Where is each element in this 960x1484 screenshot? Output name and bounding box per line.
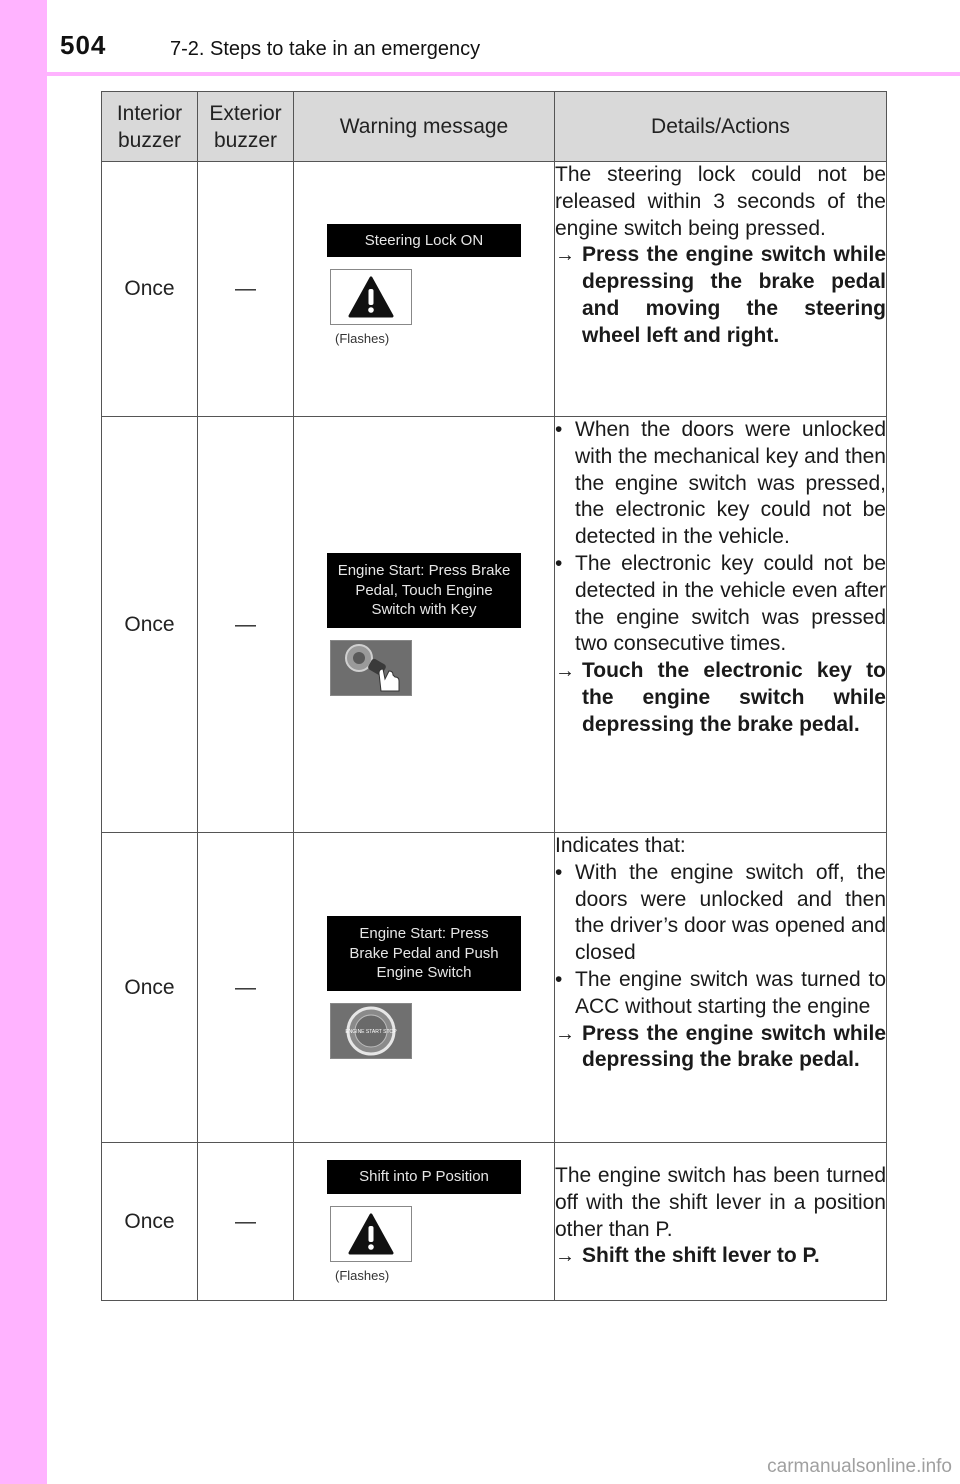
arrow-icon: → <box>555 1022 575 1045</box>
message-display: Engine Start: Press Brake Pedal and Push Engine Switch <box>327 916 521 991</box>
bullet-icon: • <box>555 418 563 441</box>
key-touch-switch-icon <box>330 640 412 696</box>
action-text: → Shift the shift lever to P. <box>555 1243 886 1270</box>
warning-message-cell <box>294 1143 555 1301</box>
header-divider <box>0 72 960 76</box>
table-row <box>102 833 887 1143</box>
table-header-row <box>102 92 887 162</box>
list-item: • When the doors were unlocked with the mechanical key and then the engine switch was pressed, the electronic key could not be detected in the vehicle. <box>555 418 886 549</box>
header-details-actions: Details/Actions <box>555 92 887 162</box>
interior-buzzer-cell: Once <box>102 1143 198 1301</box>
exterior-buzzer-cell: — <box>198 1143 294 1301</box>
table-row <box>102 1143 887 1301</box>
details-cell <box>555 1143 887 1301</box>
table-row <box>102 417 887 833</box>
table-row <box>102 162 887 417</box>
exterior-buzzer-cell: — <box>198 417 294 833</box>
warning-message-cell <box>294 417 555 833</box>
page-number: 504 <box>60 30 107 60</box>
details-cell <box>555 833 887 1143</box>
header-exterior-buzzer: Exterior buzzer <box>198 92 294 162</box>
warning-table <box>101 91 887 1301</box>
exterior-buzzer-cell: — <box>198 833 294 1143</box>
header-interior-buzzer: Interior buzzer <box>102 92 198 162</box>
interior-buzzer-cell: Once <box>102 833 198 1143</box>
engine-start-stop-button-icon <box>330 1003 412 1059</box>
message-display: Steering Lock ON <box>327 224 521 258</box>
list-item: • The engine switch was turned to ACC without starting the engine <box>555 967 886 1018</box>
arrow-icon: → <box>555 244 575 267</box>
action-text: → Press the engine switch while depressing the brake pedal and moving the steering wheel left and right. <box>555 243 886 347</box>
warning-triangle-icon <box>330 1206 412 1262</box>
list-item: • The electronic key could not be detected in the vehicle even after the engine switch was pressed two consecutive times. <box>555 551 886 656</box>
bullet-icon: • <box>555 551 563 575</box>
side-color-strip <box>0 0 47 1484</box>
warning-triangle-icon <box>330 269 412 325</box>
flashes-note: (Flashes) <box>335 331 390 347</box>
list-item: • With the engine switch off, the doors were unlocked and then the driver’s door was opened and closed <box>555 860 886 965</box>
flashes-note: (Flashes) <box>335 1267 390 1283</box>
description-text: The engine switch has been turned off with the shift lever in a position other than P. <box>555 1164 886 1241</box>
message-display: Engine Start: Press Brake Pedal, Touch Engine Switch with Key <box>327 553 521 628</box>
watermark: carmanualsonline.info <box>767 1456 952 1477</box>
intro-text: Indicates that: <box>555 834 686 857</box>
action-text: → Press the engine switch while depressing the brake pedal. <box>555 1021 886 1072</box>
arrow-icon: → <box>555 660 575 683</box>
interior-buzzer-cell: Once <box>102 417 198 833</box>
bullet-icon: • <box>555 967 563 991</box>
interior-buzzer-cell: Once <box>102 162 198 417</box>
arrow-icon: → <box>555 1245 575 1268</box>
exterior-buzzer-cell: — <box>198 162 294 417</box>
engine-button-text: ENGINE START STOP <box>345 1028 397 1035</box>
warning-message-cell <box>294 162 555 417</box>
details-cell <box>555 417 887 833</box>
message-display: Shift into P Position <box>327 1160 521 1194</box>
header-warning-message: Warning message <box>294 92 555 162</box>
warning-message-cell <box>294 833 555 1143</box>
details-cell <box>555 162 887 417</box>
bullet-icon: • <box>555 860 563 884</box>
action-text: → Touch the electronic key to the engine switch while depressing the brake pedal. <box>555 659 886 736</box>
section-title: 7-2. Steps to take in an emergency <box>170 38 481 60</box>
description-text: The steering lock could not be released within 3 seconds of the engine switch being pressed. <box>555 163 886 240</box>
